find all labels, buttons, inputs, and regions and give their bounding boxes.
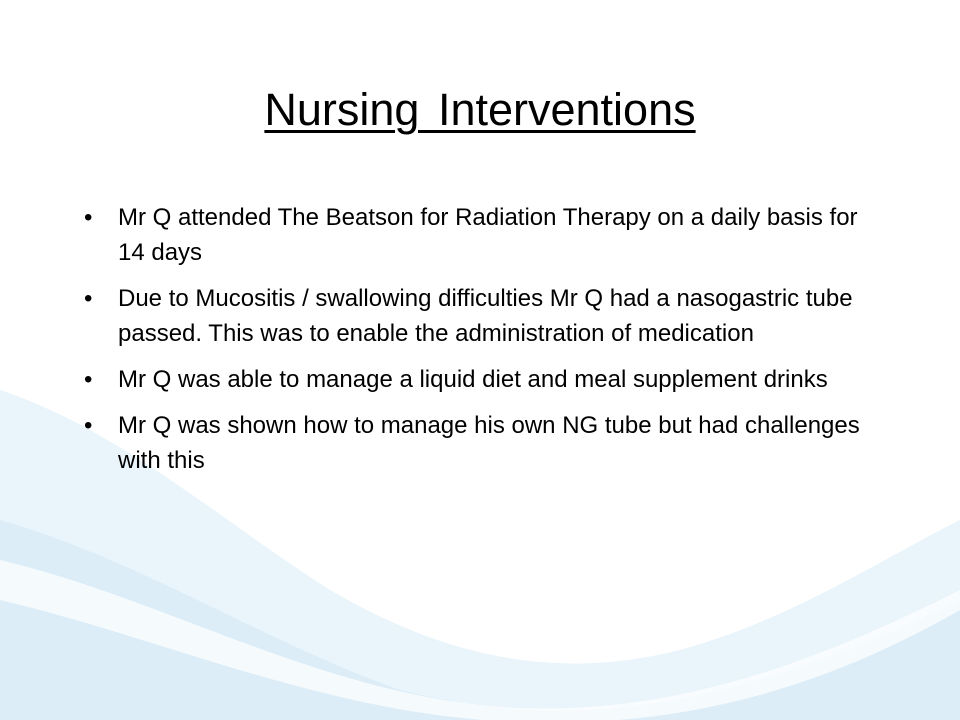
bullet-icon: •: [84, 366, 93, 393]
bullet-item: [78, 200, 878, 270]
bullet-item: [78, 281, 878, 351]
bullet-item: [78, 408, 878, 478]
bullet-icon: •: [84, 204, 93, 231]
bullet-text: Mr Q was shown how to manage his own NG tube but had challenges with this: [118, 412, 860, 474]
bullet-icon: •: [84, 412, 93, 439]
slide-title: Nursing Interventions: [264, 84, 696, 135]
bullet-list: [78, 200, 878, 489]
bullet-text: Due to Mucositis / swallowing difficulties Mr Q had a nasogastric tube passed. This was to enable the administration of medication: [118, 285, 853, 347]
bullet-icon: •: [84, 285, 93, 312]
bullet-text: Mr Q was able to manage a liquid diet and meal supplement drinks: [118, 366, 828, 393]
bullet-text: Mr Q attended The Beatson for Radiation Therapy on a daily basis for 14 days: [118, 204, 858, 266]
bullet-item: [78, 362, 878, 397]
